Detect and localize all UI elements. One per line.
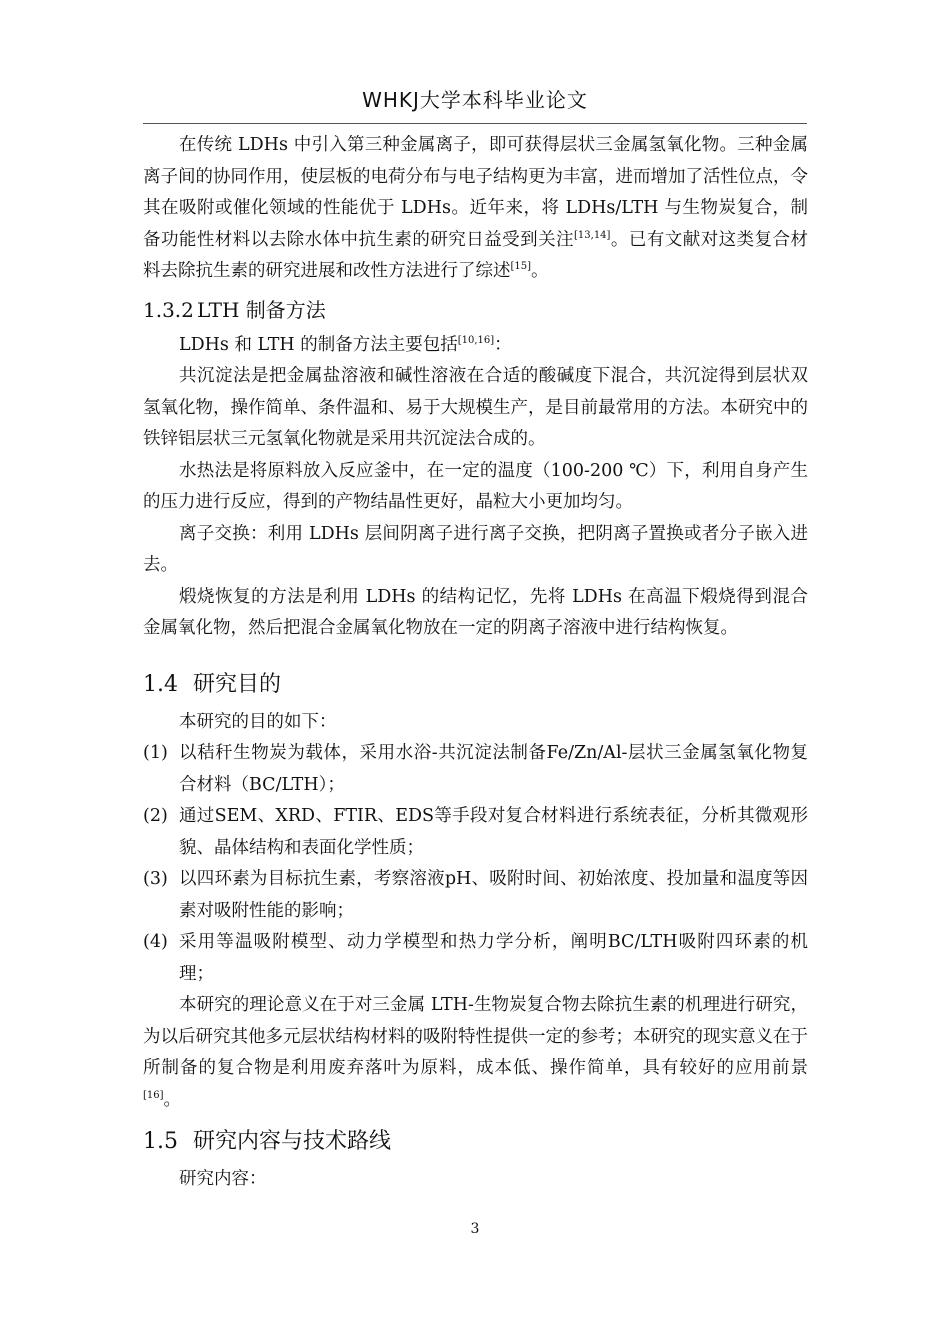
closing-text: 本研究的理论意义在于对三金属 LTH-生物炭复合物去除抗生素的机理进行研究，为以后研究其他多元层状结构材料的吸附特性提供一定的参考；本研究的现实意义在于所制备的复合物是利用废弃落叶为原料，成本低、操作简单，具有较好的应用前景 (143, 995, 808, 1078)
citation: [15] (510, 261, 532, 272)
section-heading-1-4 (143, 665, 808, 705)
hydrothermal-paragraph: 水热法是将原料放入反应釜中，在一定的温度（100-200 ℃）下，利用自身产生的压力进行反应，得到的产物结晶性更好，晶粒大小更加均匀。 (143, 460, 808, 512)
citation: [16] (143, 1089, 164, 1101)
intro-text-2: 。已有文献对这类复合材料去除抗生素的研究进展和改性方法进行了综述 (143, 229, 809, 281)
ion-exchange-paragraph: 离子交换：利用 LDHs 层间阴离子进行离子交换，把阴离子置换或者分子嵌入进去。 (143, 523, 808, 575)
page-header-title: WHKJ大学本科毕业论文 (362, 88, 588, 112)
coprecipitation-paragraph: 共沉淀法是把金属盐溶液和碱性溶液在合适的酸碱度下混合，共沉淀得到层状双氢氧化物，操作简单、条件温和、易于大规模生产，是目前最常用的方法。本研究中的铁锌铝层状三元氢氧化物就是采用共沉淀法合成的。 (143, 366, 808, 449)
list-item (143, 864, 808, 927)
citation: [10,16] (457, 334, 495, 346)
page-number: 3 (470, 1221, 480, 1237)
list-item-text: 以秸秆生物炭为载体，采用水浴-共沉淀法制备Fe/Zn/Al-层状三金属氢氧化物复合材料（BC/LTH）； (179, 743, 808, 795)
list-marker: (3) (143, 869, 168, 889)
page-body (143, 130, 808, 1196)
lead-text: LDHs 和 LTH 的制备方法主要包括 (179, 334, 458, 355)
closing-end: 。 (163, 1089, 182, 1110)
section-number: 1.4 (143, 671, 178, 697)
list-item-text: 采用等温吸附模型、动力学模型和热力学分析，阐明BC/LTH吸附四环素的机理； (179, 932, 808, 984)
calcination-paragraph: 煅烧恢复的方法是利用 LDHs 的结构记忆，先将 LDHs 在高温下煅烧得到混合金属氧化物，然后把混合金属氧化物放在一定的阴离子溶液中进行结构恢复。 (143, 586, 808, 638)
intro-text: 在传统 LDHs 中引入第三种金属离子，即可获得层状三金属氢氧化物。三种金属离子间的协同作用，使层板的电荷分布与电子结构更为丰富，进而增加了活性位点，令其在吸附或催化领域的性能优于 LDHs。近年来，将 LDHs/LTH 与生物炭复合，制备功能性材料以去除水体中抗生素的研究日益受到关注 (143, 135, 808, 250)
list-item (143, 738, 808, 801)
section-heading-1-5 (143, 1122, 808, 1162)
list-marker: (1) (143, 743, 168, 763)
list-item-text: 通过SEM、XRD、FTIR、EDS等手段对复合材料进行系统表征，分析其微观形貌、晶体结构和表面化学性质； (179, 806, 808, 858)
intro-text-3: 。 (531, 261, 549, 281)
section-title: LTH 制备方法 (197, 297, 326, 322)
header-divider (143, 123, 807, 124)
list-marker: (2) (143, 806, 168, 826)
list-marker: (4) (143, 932, 168, 952)
list-item (143, 801, 808, 864)
section-number: 1.5 (143, 1129, 178, 1154)
intro-paragraph (143, 130, 808, 288)
section-number: 1.3.2 (143, 297, 194, 322)
methods-lead (143, 330, 808, 362)
citation: [13,14] (574, 229, 611, 241)
lead-end: ： (494, 334, 512, 355)
objectives-list (143, 738, 808, 990)
significance-paragraph (143, 990, 808, 1116)
list-item-text: 以四环素为目标抗生素，考察溶液pH、吸附时间、初始浓度、投加量和温度等因素对吸附性能的影响； (179, 869, 808, 921)
objectives-lead: 本研究的目的如下： (179, 711, 337, 732)
section-heading-1-3-2 (143, 292, 808, 328)
list-item (143, 927, 808, 990)
section-title: 研究内容与技术路线 (193, 1129, 392, 1154)
research-content-lead: 研究内容： (179, 1169, 267, 1189)
section-title: 研究目的 (193, 671, 282, 697)
